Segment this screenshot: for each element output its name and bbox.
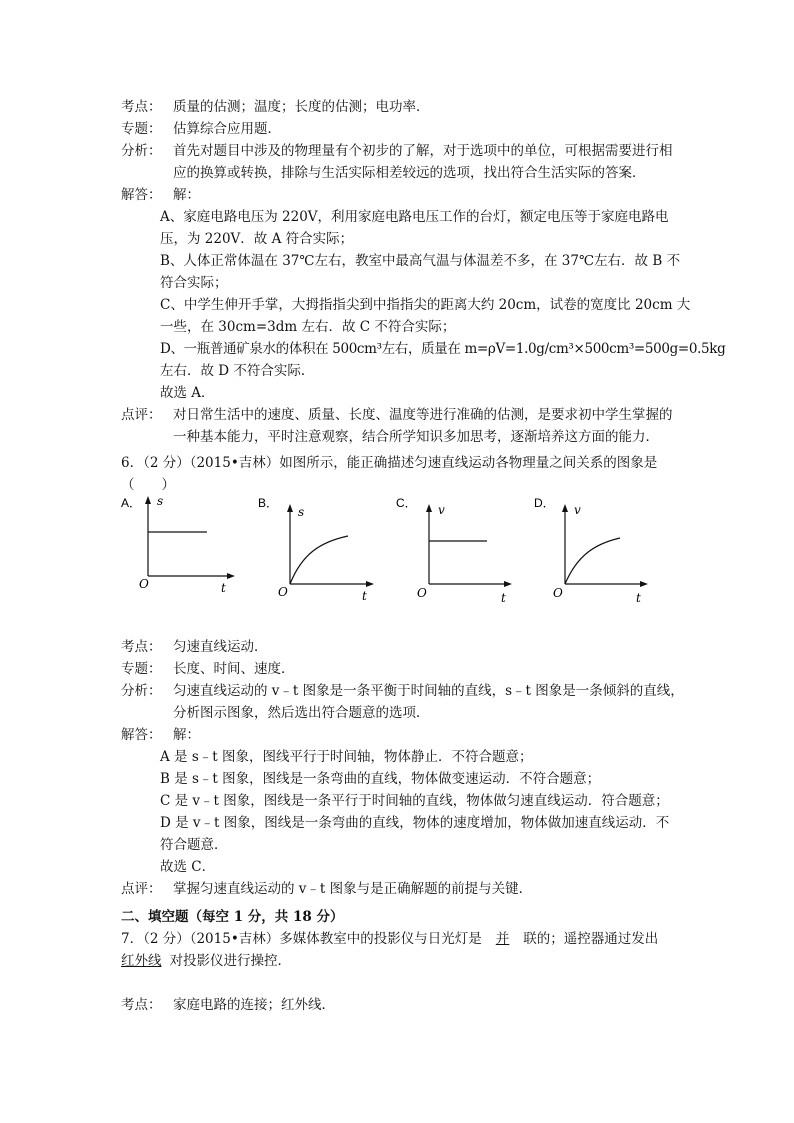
q7-answer-blank-1: 并 xyxy=(495,931,510,947)
q7-stem-2 xyxy=(121,950,684,972)
dianping-row xyxy=(121,878,684,900)
answer-line: C 是 v﹣t 图象，图线是一条平行于时间轴的直线，物体做匀速直线运动．符合题意； xyxy=(160,793,669,809)
graph-option-label: A． xyxy=(121,496,142,510)
jieda-row xyxy=(121,184,684,206)
answer-line: 压，为 220V．故 A 符合实际； xyxy=(160,231,354,247)
jieda-head: 解： xyxy=(173,187,200,203)
graph-option-label: C． xyxy=(396,496,417,510)
dianping-text: 对日常生活中的速度、质量、长度、温度等进行准确的估测，是要求初中学生掌握的 xyxy=(173,407,673,423)
x-axis-label: t xyxy=(362,589,367,603)
jieda-label: 解答： xyxy=(121,727,162,743)
answer-line: B 是 s﹣t 图象，图线是一条弯曲的直线，物体做变速运动．不符合题意； xyxy=(160,771,601,787)
dianping-label: 点评： xyxy=(121,407,162,423)
graph-d xyxy=(534,492,664,607)
answer-line: 符合题意． xyxy=(160,837,228,853)
dianping-text-2: 一种基本能力，平时注意观察，结合所学知识多加思考，逐渐培养这方面的能力． xyxy=(173,429,659,445)
graph-c-svg xyxy=(396,492,526,607)
x-axis-label: t xyxy=(221,581,226,595)
q7-answer-blank-2: 红外线 xyxy=(121,953,162,969)
jieda-label: 解答： xyxy=(121,187,162,203)
zhuanti-text: 长度、时间、速度． xyxy=(173,661,295,677)
zhuanti-row xyxy=(121,118,684,140)
y-axis-label: s xyxy=(157,494,164,508)
kaodian-row xyxy=(121,636,684,658)
dianping-row xyxy=(121,404,684,426)
fenxi-row xyxy=(121,680,684,702)
q6-stem-2: （ ） xyxy=(121,477,175,493)
zhuanti-label: 专题： xyxy=(121,121,162,137)
graph-c xyxy=(396,492,526,607)
fenxi-row xyxy=(121,140,684,162)
answer-line: A 是 s﹣t 图象，图线平行于时间轴，物体静止．不符合题意； xyxy=(160,749,533,765)
graph-option-label: D． xyxy=(534,496,555,510)
graph-b-svg xyxy=(258,492,388,607)
graph-option-label: B． xyxy=(258,496,279,510)
graph-line-curve xyxy=(290,536,348,584)
q7-text-pre: 7．（2 分）（2015•吉林）多媒体教室中的投影仪与日光灯是 xyxy=(121,931,482,947)
graph-a-svg xyxy=(121,492,251,607)
origin-label: O xyxy=(139,577,149,591)
y-axis-label: v xyxy=(574,503,581,517)
q7-stem xyxy=(121,928,684,950)
dianping-label: 点评： xyxy=(121,881,162,897)
answer-line: 一些，在 30cm=3dm 左右．故 C 不符合实际； xyxy=(160,319,456,335)
graph-a xyxy=(121,492,251,607)
answer-line: D 是 v﹣t 图象，图线是一条弯曲的直线，物体的速度增加，物体做加速直线运动．不 xyxy=(160,815,670,831)
graph-b xyxy=(258,492,388,607)
fenxi-label: 分析： xyxy=(121,683,162,699)
kaodian-row xyxy=(121,96,684,118)
section-heading: 二、填空题（每空 1 分，共 18 分） xyxy=(121,909,344,925)
fenxi-text: 匀速直线运动的 v﹣t 图象是一条平衡于时间轴的直线，s﹣t 图象是一条倾斜的直线， xyxy=(173,683,684,699)
jieda-head: 解： xyxy=(173,727,200,743)
x-axis-label: t xyxy=(501,591,506,605)
answer-line: C、中学生伸开手掌，大拇指指尖到中指指尖的距离大约 20cm，试卷的宽度比 20cm 大 xyxy=(160,297,691,313)
y-axis-label: v xyxy=(438,503,445,517)
dianping-text: 掌握匀速直线运动的 v﹣t 图象与是正确解题的前提与关键． xyxy=(173,881,533,897)
origin-label: O xyxy=(417,586,427,600)
q7-text-post: 对投影仪进行操控． xyxy=(169,953,291,969)
zhuanti-label: 专题： xyxy=(121,661,162,677)
graph-d-svg xyxy=(534,492,664,607)
graph-line-curve xyxy=(565,538,620,584)
answer-line: D、一瓶普通矿泉水的体积在 500cm³左右，质量在 m=ρV=1.0g/cm³×500cm³=500g=0.5kg xyxy=(160,341,726,357)
y-axis-label: s xyxy=(298,505,305,519)
fenxi-text-2: 应的换算或转换，排除与生活实际相差较远的选项，找出符合生活实际的答案． xyxy=(173,165,646,181)
q6-stem: 6．（2 分）（2015•吉林）如图所示，能正确描述匀速直线运动各物理量之间关系的图象是 xyxy=(121,455,658,471)
kaodian-text: 匀速直线运动． xyxy=(173,639,268,655)
fenxi-text: 首先对题目中涉及的物理量有个初步的了解，对于选项中的单位，可根据需要进行相 xyxy=(173,143,673,159)
kaodian-text: 质量的估测；温度；长度的估测；电功率． xyxy=(173,99,430,115)
kaodian-row xyxy=(121,994,684,1016)
answer-line: A、家庭电路电压为 220V，利用家庭电路电压工作的台灯，额定电压等于家庭电路电 xyxy=(160,209,669,225)
kaodian-text: 家庭电路的连接；红外线． xyxy=(173,997,335,1013)
answer-line: B、人体正常体温在 37℃左右，教室中最高气温与体温差不多，在 37℃左右．故 B 不 xyxy=(160,253,681,269)
fenxi-text-2: 分析图示图象，然后选出符合题意的选项． xyxy=(173,705,430,721)
fenxi-label: 分析： xyxy=(121,143,162,159)
kaodian-label: 考点： xyxy=(121,99,162,115)
zhuanti-row xyxy=(121,658,684,680)
answer-line: 故选 C． xyxy=(160,859,216,875)
answer-line: 左右．故 D 不符合实际． xyxy=(160,363,315,379)
answer-line: 符合实际； xyxy=(160,275,228,291)
x-axis-label: t xyxy=(636,591,641,605)
jieda-row xyxy=(121,724,684,746)
zhuanti-text: 估算综合应用题． xyxy=(173,121,281,137)
kaodian-label: 考点： xyxy=(121,639,162,655)
origin-label: O xyxy=(553,586,563,600)
answer-line: 故选 A． xyxy=(160,385,215,401)
origin-label: O xyxy=(278,585,288,599)
kaodian-label: 考点： xyxy=(121,997,162,1013)
q7-text-mid: 联的；遥控器通过发出 xyxy=(523,931,659,947)
